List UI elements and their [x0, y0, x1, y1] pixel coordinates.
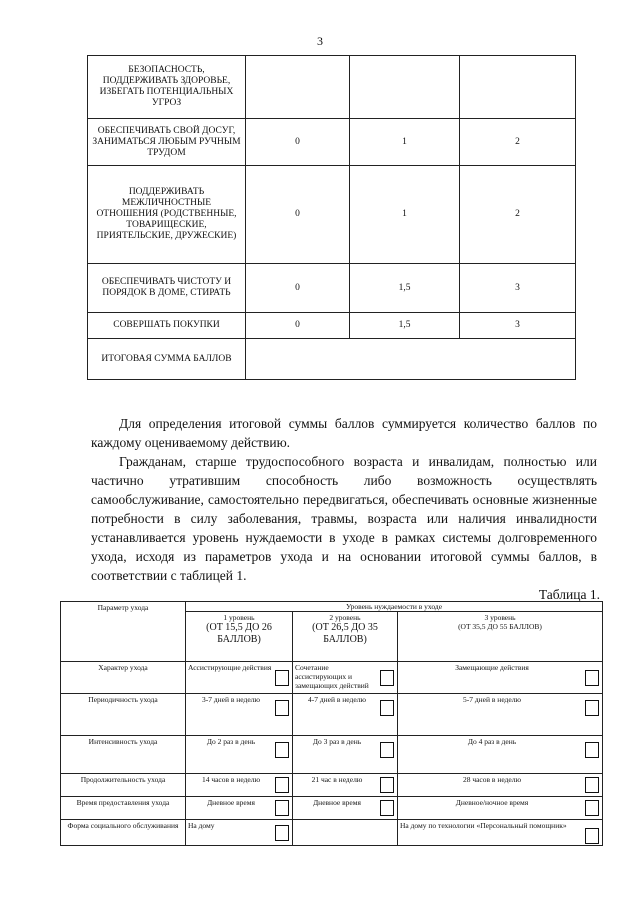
score-cell: 0 — [246, 313, 350, 339]
score-cell — [246, 56, 350, 119]
param-cell: Периодичность ухода — [61, 694, 186, 736]
level-3-checkbox[interactable] — [585, 742, 599, 758]
level-2-cell: 21 час в неделю — [293, 774, 398, 797]
score-cell: 1,5 — [350, 313, 460, 339]
level-2-checkbox[interactable] — [380, 670, 394, 686]
score-cell: 1,5 — [350, 264, 460, 313]
table-row — [88, 264, 576, 313]
level-2-cell: Дневное время — [293, 797, 398, 820]
level-3-checkbox[interactable] — [585, 670, 599, 686]
param-cell: Характер ухода — [61, 662, 186, 694]
level-2-cell — [293, 820, 398, 846]
param-cell: Интенсивность ухода — [61, 736, 186, 774]
level-2-header: 2 уровень (ОТ 26,5 ДО 35 БАЛЛОВ) — [293, 612, 398, 662]
level-1-cell: Ассистирующие действия — [186, 662, 293, 694]
score-cell — [350, 56, 460, 119]
level-3-cell: 28 часов в неделю — [398, 774, 603, 797]
score-cell: 3 — [460, 313, 576, 339]
level-3-cell: До 4 раз в день — [398, 736, 603, 774]
care-level-table — [60, 601, 603, 846]
level-1-checkbox[interactable] — [275, 670, 289, 686]
level-3-checkbox[interactable] — [585, 800, 599, 816]
table-row — [88, 313, 576, 339]
level-1-cell: На дому — [186, 820, 293, 846]
level-2-checkbox[interactable] — [380, 777, 394, 793]
level-1-checkbox[interactable] — [275, 800, 289, 816]
activities-table — [87, 55, 576, 380]
level-3-cell: На дому по технологии «Персональный помощник» — [398, 820, 603, 846]
table-row — [61, 820, 603, 846]
level-1-cell: 14 часов в неделю — [186, 774, 293, 797]
total-value-cell — [246, 339, 576, 380]
table-row — [88, 119, 576, 166]
level-3-checkbox[interactable] — [585, 700, 599, 716]
level-3-checkbox[interactable] — [585, 828, 599, 844]
level-1-checkbox[interactable] — [275, 742, 289, 758]
table-row — [61, 736, 603, 774]
level-1-cell: Дневное время — [186, 797, 293, 820]
level-1-cell: До 2 раз в день — [186, 736, 293, 774]
param-cell: Форма социального обслуживания — [61, 820, 186, 846]
table-header-row — [61, 602, 603, 612]
level-3-cell: 5-7 дней в неделю — [398, 694, 603, 736]
level-3-cell: Замещающие действия — [398, 662, 603, 694]
level-3-header: 3 уровень (ОТ 35,5 ДО 55 БАЛЛОВ) — [398, 612, 603, 662]
param-header: Параметр ухода — [61, 602, 186, 662]
param-cell: Время предоставления ухода — [61, 797, 186, 820]
page-number: 3 — [317, 34, 323, 48]
action-cell: СОВЕРШАТЬ ПОКУПКИ — [88, 313, 246, 339]
score-cell: 0 — [246, 119, 350, 166]
paragraph-1: Для определения итоговой суммы баллов суммируется количество баллов по каждому оцениваемому действию. — [91, 416, 597, 450]
level-2-checkbox[interactable] — [380, 700, 394, 716]
paragraph-2: Гражданам, старше трудоспособного возраста и инвалидам, полностью или частично утратившим способность либо возможность осуществлять самообслуживание, самостоятельно передвигаться, обеспечивать основные жизненные потребности в силу заболевания, травмы, возраста или наличия инвалидности устанавливается уровень нуждаемости в уходе в рамках системы долговременного ухода, исходя из параметров ухода и на основании итоговой суммы баллов, в соответствии с таблицей 1. — [91, 454, 597, 583]
level-1-header: 1 уровень (ОТ 15,5 ДО 26 БАЛЛОВ) — [186, 612, 293, 662]
table-row — [61, 694, 603, 736]
param-cell: Продолжительность ухода — [61, 774, 186, 797]
total-label: ИТОГОВАЯ СУММА БАЛЛОВ — [88, 339, 246, 380]
score-cell: 0 — [246, 166, 350, 264]
action-cell: БЕЗОПАСНОСТЬ, ПОДДЕРЖИВАТЬ ЗДОРОВЬЕ, ИЗБЕГАТЬ ПОТЕНЦИАЛЬНЫХ УГРОЗ — [88, 56, 246, 119]
score-cell: 0 — [246, 264, 350, 313]
action-cell: ОБЕСПЕЧИВАТЬ СВОЙ ДОСУГ, ЗАНИМАТЬСЯ ЛЮБЫМ РУЧНЫМ ТРУДОМ — [88, 119, 246, 166]
action-cell: ОБЕСПЕЧИВАТЬ ЧИСТОТУ И ПОРЯДОК В ДОМЕ, СТИРАТЬ — [88, 264, 246, 313]
score-cell: 2 — [460, 119, 576, 166]
level-header: Уровень нуждаемости в уходе — [186, 602, 603, 612]
level-1-cell: 3-7 дней в неделю — [186, 694, 293, 736]
level-3-checkbox[interactable] — [585, 777, 599, 793]
score-cell: 1 — [350, 166, 460, 264]
score-cell: 1 — [350, 119, 460, 166]
level-1-checkbox[interactable] — [275, 700, 289, 716]
table-row — [88, 339, 576, 380]
level-1-checkbox[interactable] — [275, 825, 289, 841]
score-cell: 2 — [460, 166, 576, 264]
table-row — [61, 797, 603, 820]
table-row — [61, 662, 603, 694]
table-row — [88, 56, 576, 119]
level-2-checkbox[interactable] — [380, 742, 394, 758]
level-2-checkbox[interactable] — [380, 800, 394, 816]
table-row — [88, 166, 576, 264]
score-cell: 3 — [460, 264, 576, 313]
level-2-cell: Сочетание ассистирующих и замещающих действий — [293, 662, 398, 694]
table-caption: Таблица 1. — [538, 587, 600, 602]
level-1-checkbox[interactable] — [275, 777, 289, 793]
level-2-cell: До 3 раз в день — [293, 736, 398, 774]
level-2-cell: 4-7 дней в неделю — [293, 694, 398, 736]
table-row — [61, 774, 603, 797]
level-3-cell: Дневное/ночное время — [398, 797, 603, 820]
score-cell — [460, 56, 576, 119]
action-cell: ПОДДЕРЖИВАТЬ МЕЖЛИЧНОСТНЫЕ ОТНОШЕНИЯ (РОДСТВЕННЫЕ, ТОВАРИЩЕСКИЕ, ПРИЯТЕЛЬСКИЕ, ДРУЖЕСКИЕ) — [88, 166, 246, 264]
